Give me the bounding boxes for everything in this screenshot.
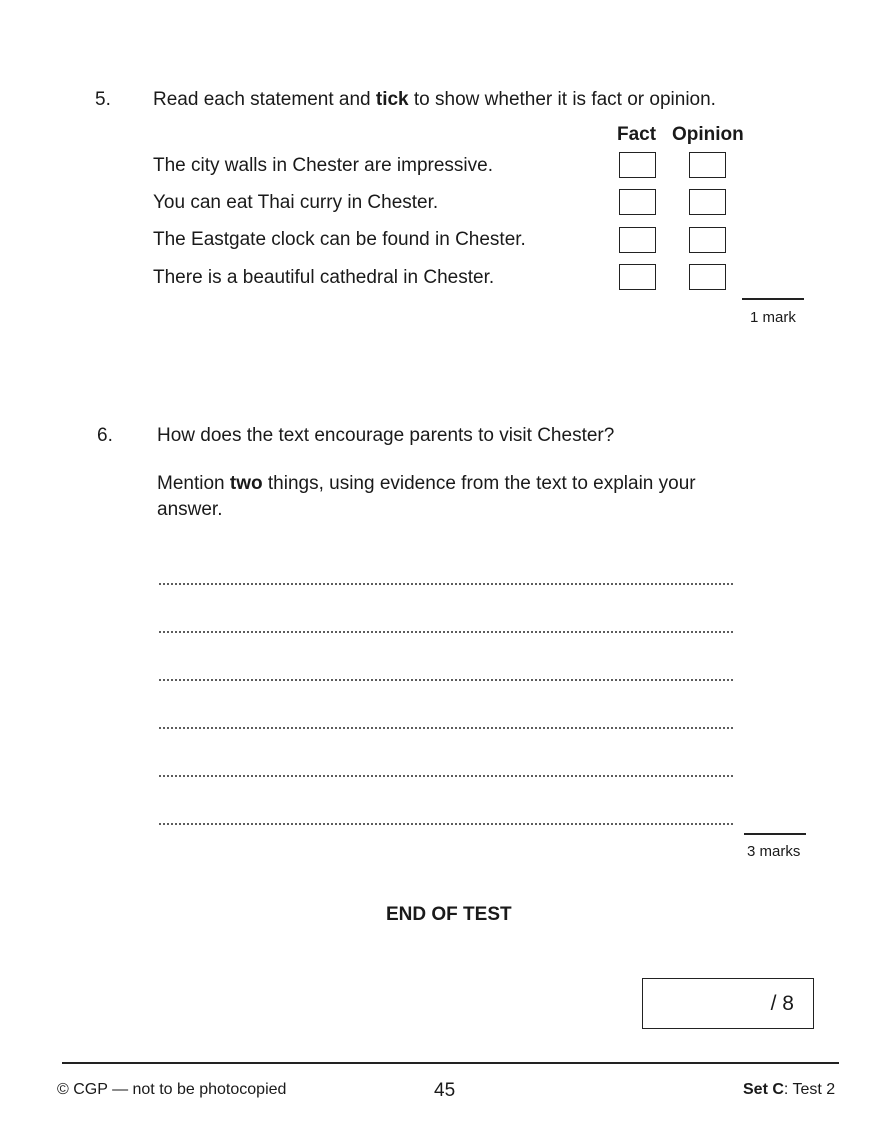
instruction-text: Mention: [157, 473, 230, 494]
question-5-instruction: [153, 89, 716, 111]
footer-divider: [62, 1062, 839, 1064]
question-6-text: How does the text encourage parents to visit Chester?: [157, 425, 615, 446]
instruction-text-rest: to show whether it is fact or opinion.: [408, 89, 716, 110]
mark-line-q5: [742, 298, 804, 300]
fact-checkbox-2[interactable]: [619, 189, 656, 215]
answer-line-6[interactable]: [158, 823, 733, 825]
opinion-checkbox-4[interactable]: [689, 264, 726, 290]
statement-3: The Eastgate clock can be found in Chester.: [153, 229, 526, 250]
opinion-checkbox-1[interactable]: [689, 152, 726, 178]
answer-line-2[interactable]: [158, 631, 733, 633]
column-header-fact: Fact: [617, 124, 657, 145]
fact-checkbox-3[interactable]: [619, 227, 656, 253]
question-6-number: 6.: [97, 425, 113, 446]
instruction-text: Read each statement and: [153, 89, 376, 110]
question-6-instruction-line2: answer.: [157, 499, 223, 520]
mark-label-q5: 1 mark: [750, 309, 796, 326]
question-5-number: 5.: [95, 89, 111, 110]
opinion-checkbox-3[interactable]: [689, 227, 726, 253]
mark-line-q6: [744, 833, 806, 835]
footer-copyright: © CGP — not to be photocopied: [57, 1081, 287, 1098]
footer-set-label: [743, 1081, 835, 1099]
set-label-rest: : Test 2: [783, 1081, 836, 1098]
column-header-opinion: Opinion: [672, 124, 744, 145]
page-number: 45: [434, 1080, 456, 1101]
statement-2: You can eat Thai curry in Chester.: [153, 192, 439, 213]
instruction-bold: two: [229, 473, 263, 494]
answer-line-4[interactable]: [158, 727, 733, 729]
answer-line-1[interactable]: [158, 583, 733, 585]
set-label-bold: Set C: [743, 1081, 784, 1098]
instruction-text-rest: things, using evidence from the text to explain your: [262, 473, 696, 494]
answer-line-5[interactable]: [158, 775, 733, 777]
score-box[interactable]: [642, 978, 814, 1029]
end-of-test-heading: END OF TEST: [386, 904, 512, 925]
mark-label-q6: 3 marks: [747, 843, 801, 860]
fact-checkbox-4[interactable]: [619, 264, 656, 290]
instruction-bold: tick: [375, 89, 409, 110]
opinion-checkbox-2[interactable]: [689, 189, 726, 215]
fact-checkbox-1[interactable]: [619, 152, 656, 178]
score-total: / 8: [770, 992, 794, 1015]
question-6-instruction: [157, 473, 696, 495]
statement-1: The city walls in Chester are impressive.: [153, 155, 493, 176]
statement-4: There is a beautiful cathedral in Chester.: [153, 267, 495, 288]
answer-line-3[interactable]: [158, 679, 733, 681]
